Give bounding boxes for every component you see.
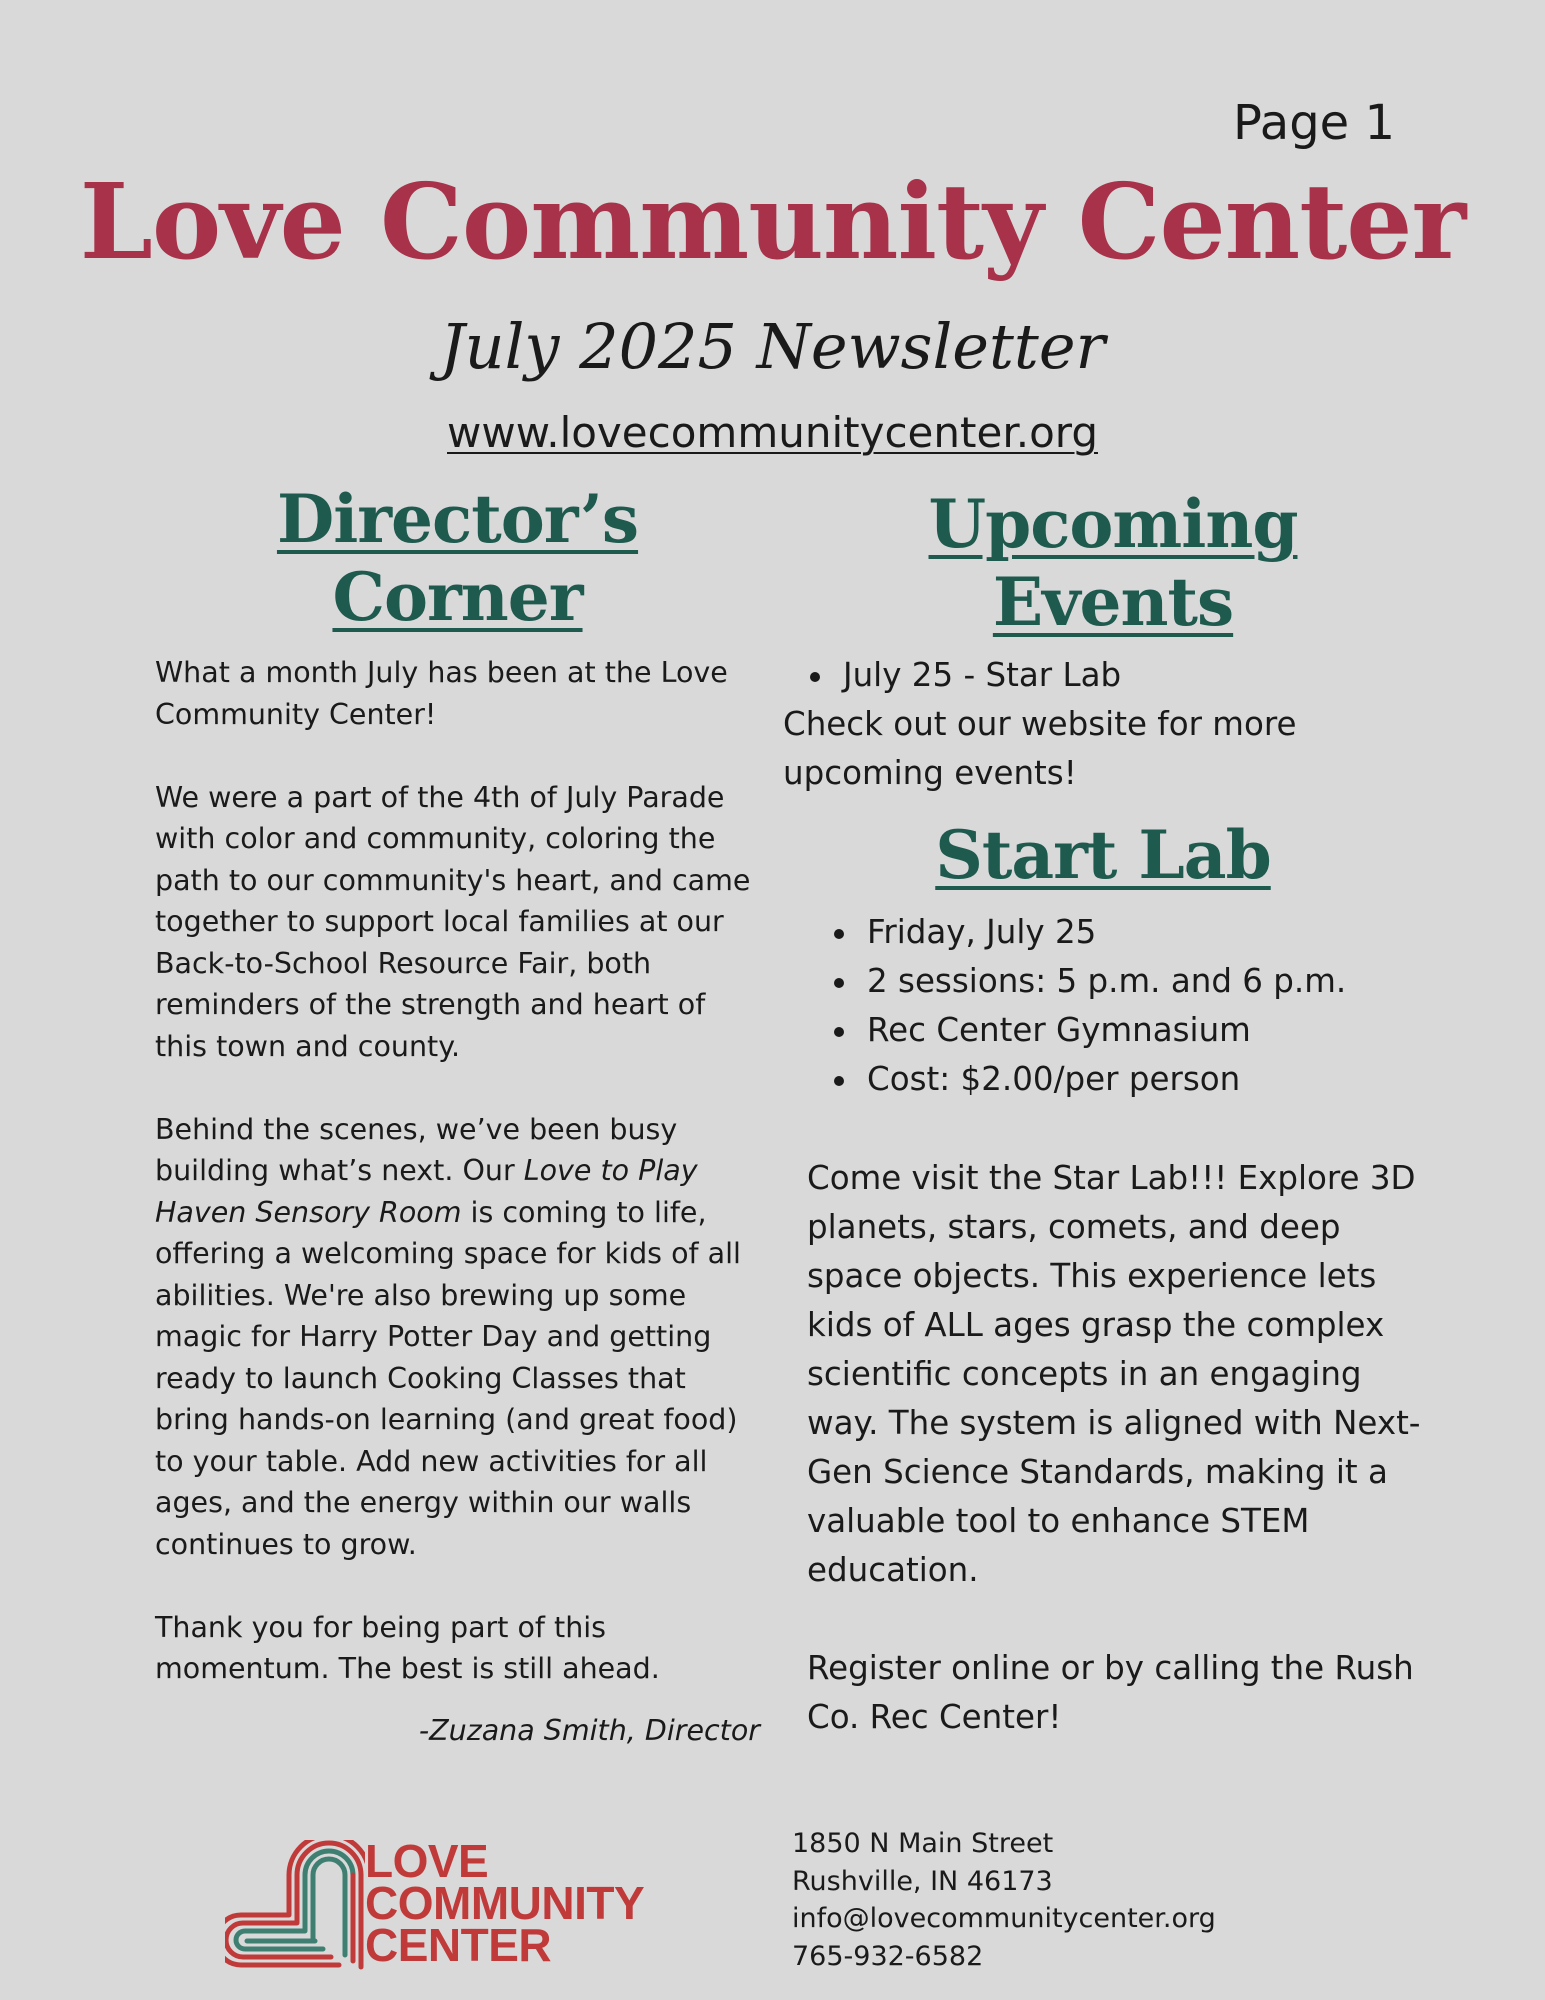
footer-logo (225, 1835, 705, 1975)
email-link[interactable]: info@lovecommunitycenter.org (792, 1903, 1216, 1934)
upcoming-events-heading: Upcoming Events (928, 485, 1298, 641)
sensory-room-name: Love to Play Haven Sensory Room (155, 1154, 698, 1229)
directors-corner (155, 480, 760, 1793)
upcoming-events-note: Check out our website for more upcoming events! (783, 705, 1297, 792)
star-lab-heading: Start Lab (935, 816, 1271, 894)
website-link[interactable]: www.lovecommunitycenter.org (447, 408, 1098, 457)
logo-line-2: COMMUNITY (365, 1877, 645, 1929)
phone-number[interactable]: 765-932-6582 (792, 1940, 984, 1972)
right-column (783, 485, 1423, 1742)
list-item: Cost: $2.00/per person (807, 1055, 1423, 1104)
list-item: Friday, July 25 (807, 908, 1423, 957)
upcoming-events-list (783, 651, 1423, 700)
star-lab-register: Register online or by calling the Rush Co. Rec Center! (807, 1649, 1414, 1736)
directors-paragraph-3 (155, 1109, 760, 1566)
list-item: 2 sessions: 5 p.m. and 6 p.m. (807, 957, 1423, 1006)
city-state-zip: Rushville, IN 46173 (792, 1865, 1053, 1897)
star-lab-description: Come visit the Star Lab!!! Explore 3D planets, stars, comets, and deep space objects. This experience lets kids of ALL ages grasp the complex scientific concepts in an engaging way. The system is aligned with Next-Gen Science Standards, making it a valuable tool to enhance STEM education. (807, 1159, 1421, 1589)
directors-paragraph-3-start: Behind the scenes, we’ve been busy building what’s next. Our (155, 1112, 678, 1187)
footer-address (792, 1825, 1216, 1975)
list-item: July 25 - Star Lab (783, 651, 1423, 700)
logo-line-3: CENTER (365, 1919, 552, 1971)
page-number: Page 1 (1233, 95, 1395, 151)
directors-corner-heading: Director’s Corner (276, 480, 639, 636)
star-lab-details (807, 908, 1423, 1104)
newsletter-subtitle: July 2025 Newsletter (439, 310, 1106, 383)
directors-paragraph-3-end: is coming to life, offering a welcoming space for kids of all abilities. We're also brewing up some magic for Harry Potter Day and getting ready to launch Cooking Classes that bring hands-on learning (and great food) to your table. Add new activities for all ages, and the energy within our walls continues to grow. (155, 1195, 741, 1561)
street-address: 1850 N Main Street (792, 1828, 1054, 1859)
heart-logo-icon (225, 1840, 365, 1975)
newsletter-title: Love Community Center (79, 160, 1466, 283)
directors-paragraph-2: We were a part of the 4th of July Parade with color and community, coloring the path to our community's heart, and came together to support local families at our Back-to-School Resource Fair, both reminders of the strength and heart of this town and county. (155, 780, 751, 1063)
directors-paragraph-4: Thank you for being part of this momentum. The best is still ahead. (155, 1610, 660, 1685)
directors-paragraph-1: What a month July has been at the Love Community Center! (155, 656, 728, 731)
director-signature: -Zuzana Smith, Director (418, 1713, 760, 1747)
logo-line-1: LOVE (365, 1835, 489, 1887)
logo-wordmark (365, 1835, 645, 1971)
list-item: Rec Center Gymnasium (807, 1006, 1423, 1055)
